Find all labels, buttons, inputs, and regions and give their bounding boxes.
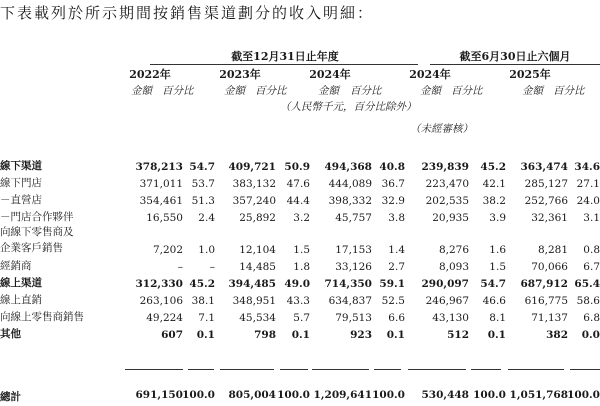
cell-value: 5.7	[293, 312, 310, 324]
subtotal-rule	[220, 369, 274, 370]
cell-value: 45.2	[189, 278, 215, 290]
cell-value: 24.0	[576, 195, 600, 207]
cell-value: 798	[254, 329, 276, 341]
cell-value: 34.6	[574, 161, 600, 173]
cell-value: 51.3	[191, 195, 215, 207]
cell-value: 71,137	[531, 312, 568, 324]
subtotal-rule	[188, 369, 214, 370]
table-row	[0, 324, 600, 341]
cell-value: 494,368	[324, 161, 372, 173]
cell-value: 2.7	[388, 261, 405, 273]
cell-value: 0.1	[196, 329, 215, 341]
cell-value: –	[209, 261, 215, 273]
table-row	[0, 156, 600, 173]
cell-value: 371,011	[139, 178, 183, 190]
cell-value: 100.0	[277, 389, 310, 401]
cell-value: 20,935	[432, 212, 469, 224]
unit-note: （人民幣千元，百分比除外）	[280, 101, 417, 113]
unaudited-note: （未經審核）	[410, 123, 473, 135]
cell-value: 0.1	[386, 329, 405, 341]
cell-value: 59.1	[379, 278, 405, 290]
cell-value: 49,224	[146, 312, 183, 324]
cell-value: 290,097	[421, 278, 469, 290]
cell-value: 382	[546, 329, 568, 341]
cell-value: 36.7	[381, 178, 405, 190]
cell-value: 38.2	[482, 195, 506, 207]
cell-value: 3.8	[388, 212, 405, 224]
cell-value: –	[177, 261, 183, 273]
cell-value: 100.0	[473, 389, 506, 401]
table-row	[0, 190, 600, 207]
cell-value: 409,721	[228, 161, 276, 173]
cell-value: 1,051,768	[509, 389, 568, 401]
cell-value: 3.2	[293, 212, 310, 224]
cell-value: 25,892	[239, 212, 276, 224]
percent-header-5: 百分比	[553, 85, 585, 97]
cell-value: 202,535	[425, 195, 469, 207]
cell-value: 348,951	[232, 295, 276, 307]
intro-text: 下表載列於所示期間按銷售渠道劃分的收入明細：	[0, 4, 375, 22]
cell-value: 383,132	[232, 178, 276, 190]
cell-value: 1.8	[293, 261, 310, 273]
cell-value: 691,150	[135, 389, 183, 401]
cell-value: 27.1	[576, 178, 600, 190]
year-header-2: 2023年	[219, 68, 261, 81]
cell-value: 239,839	[421, 161, 469, 173]
row-label: －直營店	[0, 194, 42, 206]
cell-value: 44.4	[286, 195, 310, 207]
total-row	[0, 389, 600, 406]
cell-value: 38.1	[191, 295, 215, 307]
year-header-3: 2024年	[309, 68, 351, 81]
cell-value: 252,766	[524, 195, 568, 207]
cell-value: 398,332	[328, 195, 372, 207]
group-header-six-months: 截至6月30日止六個月	[459, 50, 571, 63]
cell-value: 43.3	[286, 295, 310, 307]
cell-value: 33,126	[335, 261, 372, 273]
cell-value: 923	[350, 329, 372, 341]
cell-value: 1.4	[388, 244, 405, 256]
cell-value: 363,474	[520, 161, 568, 173]
percent-header-4: 百分比	[451, 85, 483, 97]
cell-value: 8,276	[438, 244, 469, 256]
percent-header-1: 百分比	[162, 85, 194, 97]
cell-value: 1,209,641	[313, 389, 372, 401]
row-label: 向線上零售商銷售	[0, 311, 84, 323]
cell-value: 8,281	[537, 244, 568, 256]
group-header-six-months-rule	[430, 64, 600, 65]
cell-value: 42.1	[482, 178, 506, 190]
group-header-fiscal-year-rule	[150, 64, 418, 65]
cell-value: 17,153	[335, 244, 372, 256]
cell-value: 100.0	[372, 389, 405, 401]
cell-value: 100.0	[182, 389, 215, 401]
cell-value: 49.0	[284, 278, 310, 290]
row-label: 其他	[0, 328, 21, 340]
cell-value: 6.8	[583, 312, 600, 324]
revenue-by-channel-table	[0, 156, 600, 341]
cell-value: 0.0	[581, 329, 600, 341]
row-label	[0, 224, 120, 256]
table-row	[0, 256, 600, 273]
cell-value: 50.9	[284, 161, 310, 173]
subtotal-rule	[125, 369, 183, 370]
cell-value: 246,967	[425, 295, 469, 307]
cell-value: 616,775	[524, 295, 568, 307]
year-header-4: 2024年	[409, 68, 451, 81]
cell-value: 378,213	[135, 161, 183, 173]
amount-header-2: 金額	[224, 85, 245, 97]
subtotal-rule	[570, 369, 600, 370]
cell-value: 46.6	[482, 295, 506, 307]
row-label: 總計	[0, 391, 21, 403]
cell-value: 0.8	[583, 244, 600, 256]
subtotal-rule	[280, 369, 308, 370]
cell-value: 8,093	[438, 261, 469, 273]
table-row	[0, 173, 600, 190]
percent-header-3: 百分比	[350, 85, 382, 97]
cell-value: 14,485	[239, 261, 276, 273]
cell-value: 607	[161, 329, 183, 341]
cell-value: 53.7	[191, 178, 215, 190]
amount-header-5: 金額	[522, 85, 543, 97]
cell-value: 2.4	[198, 212, 215, 224]
cell-value: 357,240	[232, 195, 276, 207]
year-header-5: 2025年	[509, 68, 551, 81]
table-row	[0, 207, 600, 224]
cell-value: 0.1	[487, 329, 506, 341]
cell-value: 32.9	[381, 195, 405, 207]
cell-value: 634,837	[328, 295, 372, 307]
percent-header-2: 百分比	[255, 85, 287, 97]
row-label: 線下門店	[0, 177, 42, 189]
cell-value: 79,513	[335, 312, 372, 324]
cell-value: 354,461	[139, 195, 183, 207]
cell-value: 3.1	[583, 212, 600, 224]
row-label: －門店合作夥伴	[0, 211, 74, 223]
group-header-fiscal-year: 截至12月31日止年度	[231, 50, 339, 63]
cell-value: 285,127	[524, 178, 568, 190]
subtotal-rule	[374, 369, 401, 370]
cell-value: 58.6	[576, 295, 600, 307]
cell-value: 65.4	[574, 278, 600, 290]
year-header-1: 2022年	[129, 68, 171, 81]
cell-value: 687,912	[520, 278, 568, 290]
cell-value: 1.0	[198, 244, 215, 256]
cell-value: 805,004	[228, 389, 276, 401]
subtotal-rule	[508, 369, 564, 370]
subtotal-rule	[471, 369, 501, 370]
cell-value: 70,066	[531, 261, 568, 273]
cell-value: 3.9	[489, 212, 506, 224]
subtotal-rule	[408, 369, 466, 370]
cell-value: 7,202	[152, 244, 183, 256]
cell-value: 12,104	[239, 244, 276, 256]
cell-value: 45,757	[335, 212, 372, 224]
cell-value: 512	[447, 329, 469, 341]
cell-value: 7.1	[198, 312, 215, 324]
cell-value: 54.7	[480, 278, 506, 290]
cell-value: 6.7	[583, 261, 600, 273]
table-row	[0, 273, 600, 290]
cell-value: 394,485	[228, 278, 276, 290]
row-label: 線上直銷	[0, 294, 42, 306]
cell-value: 40.8	[379, 161, 405, 173]
row-label: 線上渠道	[0, 277, 42, 289]
table-row	[0, 307, 600, 324]
table-row	[0, 224, 600, 256]
row-label: 線下渠道	[0, 160, 42, 172]
cell-value: 8.1	[489, 312, 506, 324]
cell-value: 714,350	[324, 278, 372, 290]
cell-value: 43,130	[432, 312, 469, 324]
cell-value: 16,550	[146, 212, 183, 224]
cell-value: 45.2	[480, 161, 506, 173]
cell-value: 1.6	[489, 244, 506, 256]
cell-value: 530,448	[421, 389, 469, 401]
cell-value: 52.5	[381, 295, 405, 307]
cell-value: 223,470	[425, 178, 469, 190]
cell-value: 0.1	[291, 329, 310, 341]
amount-header-3: 金額	[318, 85, 339, 97]
cell-value: 32,361	[531, 212, 568, 224]
cell-value: 444,089	[328, 178, 372, 190]
cell-value: 100.0	[567, 389, 600, 401]
amount-header-1: 金額	[131, 85, 152, 97]
cell-value: 6.6	[388, 312, 405, 324]
table-row	[0, 290, 600, 307]
cell-value: 54.7	[189, 161, 215, 173]
cell-value: 1.5	[489, 261, 506, 273]
amount-header-4: 金額	[420, 85, 441, 97]
subtotal-rule	[312, 369, 369, 370]
row-label-line-2: 企業客戶銷售	[0, 242, 63, 254]
cell-value: 263,106	[139, 295, 183, 307]
cell-value: 47.6	[286, 178, 310, 190]
row-label-line-1: 向線下零售商及	[0, 226, 74, 238]
cell-value: 45,534	[239, 312, 276, 324]
cell-value: 312,330	[135, 278, 183, 290]
cell-value: 1.5	[293, 244, 310, 256]
row-label: 經銷商	[0, 260, 32, 272]
